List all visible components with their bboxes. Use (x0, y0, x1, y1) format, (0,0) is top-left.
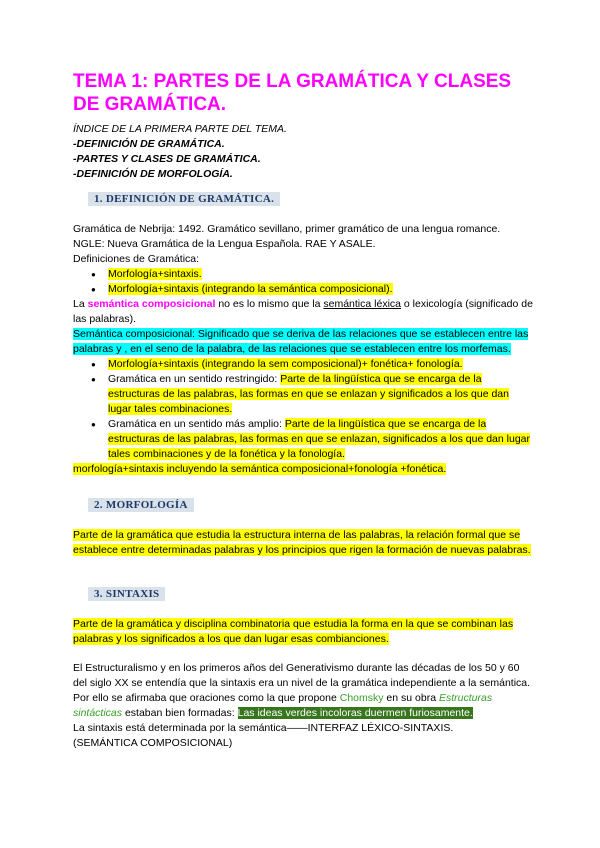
list-item: ● Morfología+sintaxis. (91, 267, 533, 282)
list-item: ● Morfología+sintaxis (integrando la semántica composicional). (91, 282, 533, 297)
paragraph: Por ello se afirmaba que oraciones como la que propone Chomsky en su obra Estructuras sintácticas estaban bien formadas: Las ideas verdes incoloras duermen furiosamente. (73, 692, 493, 719)
paragraph: El Estructuralismo y en los primeros años del Generativismo durante las décadas de los 50 y 60 del siglo XX se entendía que la sintaxis era un nivel de la gramática independiente a la semántica. (73, 662, 531, 689)
list-item: ● Morfología+sintaxis (integrando la sem composicional)+ fonética+ fonología. (91, 357, 533, 372)
index-heading: ÍNDICE DE LA PRIMERA PARTE DEL TEMA. (73, 123, 287, 135)
index-block (73, 122, 287, 182)
highlighted-definition: Semántica composicional: Significado que se deriva de las relaciones que se establecen entre las palabras y , en el seno de la palabra, de las relaciones que se establecen entre los morfemas. (73, 328, 529, 355)
paragraph: La sintaxis está determinada por la semántica——INTERFAZ LÉXICO-SINTAXIS. (73, 722, 454, 734)
section2-body (73, 528, 533, 558)
index-item: -DEFINICIÓN DE GRAMÁTICA. (73, 138, 225, 150)
chomsky-example: Las ideas verdes incoloras duermen furiosamente. (237, 707, 473, 719)
section3-body (73, 617, 533, 647)
paragraph: morfología+sintaxis incluyendo la semántica composicional+fonología +fonética. (73, 463, 447, 475)
section1-body (73, 222, 533, 477)
section-heading-definicion: 1. DEFINICIÓN DE GRAMÁTICA. (88, 192, 280, 206)
index-item: -DEFINICIÓN DE MORFOLOGÍA. (73, 168, 233, 180)
paragraph: La semántica composicional no es lo mismo que la semántica léxica o lexicología (significado de las palabras). (73, 298, 533, 325)
list-item: ● Gramática en un sentido restringido: Parte de la lingüística que se encarga de la estructuras de las palabras, las formas en que se enlazan y significados a los que dan lugar tales combinaciones. (91, 372, 533, 417)
paragraph: Gramática de Nebrija: 1492. Gramático sevillano, primer gramático de una lengua romance. (73, 223, 501, 235)
section-heading-morfologia: 2. MORFOLOGÍA (88, 498, 194, 512)
paragraph: NGLE: Nueva Gramática de la Lengua Española. RAE Y ASALE. (73, 238, 376, 250)
paragraph (73, 327, 533, 357)
paragraph: Definiciones de Gramática: (73, 253, 200, 265)
paragraph: Parte de la gramática y disciplina combinatoria que estudia la forma en la que se combinan las palabras y los significados a los que dan lugar esas combianciones. (73, 618, 514, 645)
section3-extra (73, 661, 533, 751)
definitions-list (73, 357, 533, 462)
section-heading-sintaxis: 3. SINTAXIS (88, 587, 165, 601)
list-item: ● Gramática en un sentido más amplio: Parte de la lingüística que se encarga de la estructuras de las palabras, las formas en que se enlazan, significados a los que dan lugar tales combinaciones y de la fonética y la fonología. (91, 417, 533, 462)
index-item: -PARTES Y CLASES DE GRAMÁTICA. (73, 153, 261, 165)
paragraph: (SEMÁNTICA COMPOSICIONAL) (73, 737, 233, 749)
page-title: TEMA 1: PARTES DE LA GRAMÁTICA Y CLASES DE GRAMÁTICA. (73, 71, 512, 115)
paragraph: Parte de la gramática que estudia la estructura interna de las palabras, la relación formal que se establece entre determinadas palabras y los principios que rigen la formación de nuevas palabras. (73, 529, 531, 556)
definitions-list (73, 267, 533, 297)
